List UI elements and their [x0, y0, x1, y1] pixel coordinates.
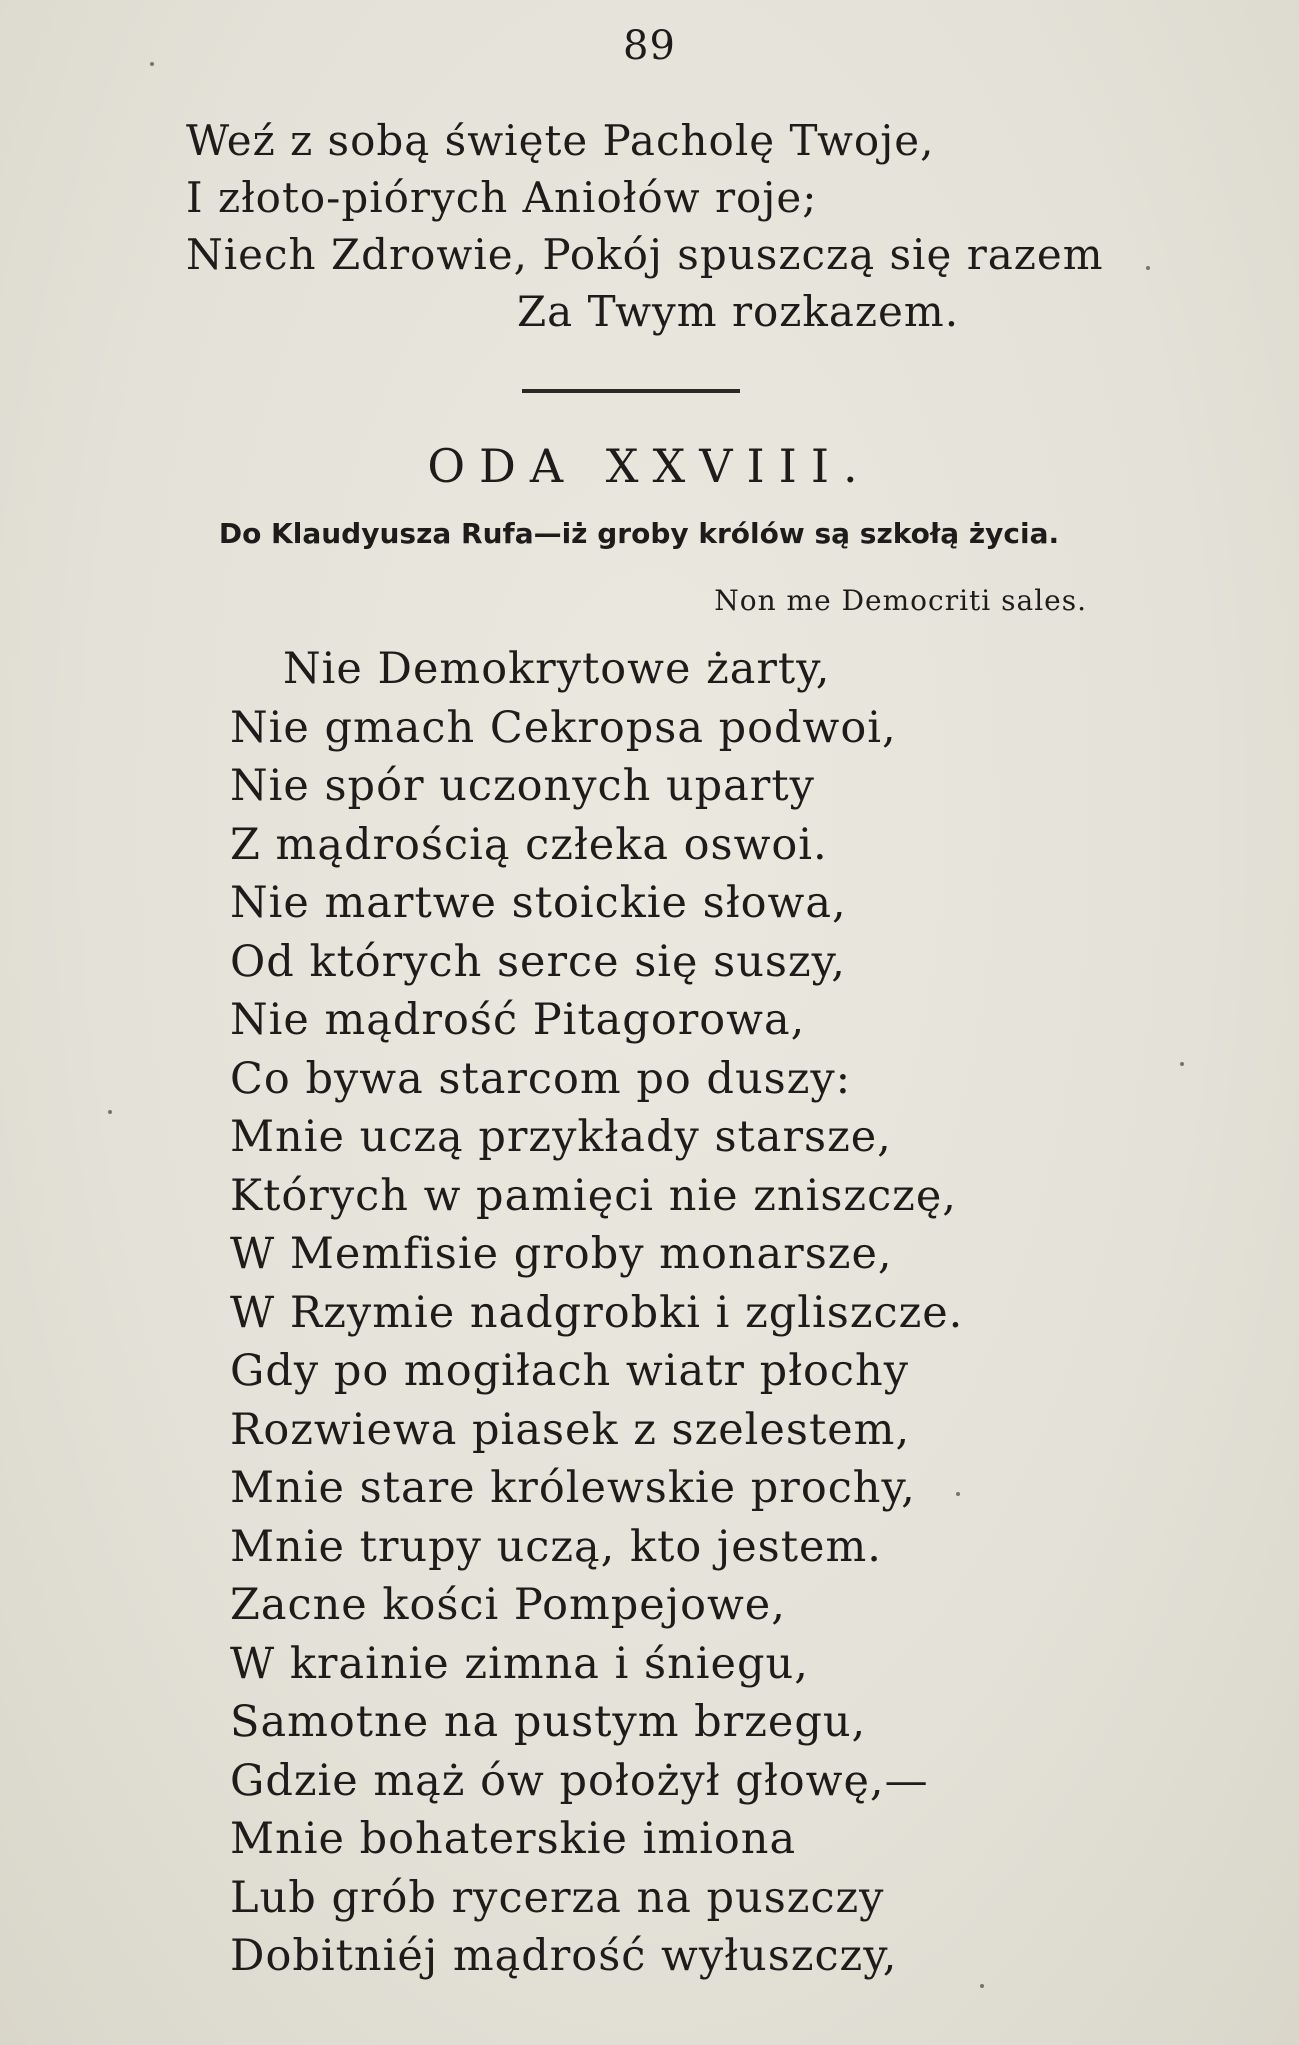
- poem-line: W Memfisie groby monarsze,: [230, 1229, 893, 1279]
- poem-line: Dobitniéj mądrość wyłuszczy,: [230, 1931, 898, 1981]
- poem-line: Nie Demokrytowe żarty,: [283, 644, 831, 694]
- poem-line: Gdy po mogiłach wiatr płochy: [230, 1346, 910, 1396]
- poem-line: Nie spór uczonych uparty: [230, 761, 815, 811]
- poem-line: W krainie zimna i śniegu,: [230, 1638, 809, 1689]
- poem-line: Nie mądrość Pitagorowa,: [230, 995, 806, 1045]
- poem-line: Mnie bohaterskie imiona: [230, 1814, 797, 1864]
- stanza-line: Weź z sobą święte Pacholę Twoje,: [186, 116, 935, 165]
- poem-line: Nie martwe stoickie słowa,: [230, 878, 847, 928]
- ode-epigraph: Non me Democriti sales.: [714, 584, 1087, 617]
- paper-speck: [980, 1984, 984, 1988]
- paper-speck: [1146, 266, 1150, 270]
- ode-subtitle: Do Klaudyusza Rufa—iż groby królów są szkołą życia.: [218, 517, 1060, 550]
- poem-line: Z mądrością człeka oswoi.: [230, 819, 828, 870]
- section-divider: [522, 389, 740, 393]
- poem-line: Nie gmach Cekropsa podwoi,: [230, 702, 897, 753]
- poem-line: Lub grób rycerza na puszczy: [230, 1872, 885, 1923]
- stanza-line: I złoto-piórych Aniołów roje;: [186, 173, 818, 222]
- poem-line: Rozwiewa piasek z szelestem,: [230, 1404, 911, 1455]
- paper-speck: [956, 1492, 960, 1496]
- poem-line: Zacne kości Pompejowe,: [230, 1580, 786, 1630]
- ode-title: ODA XXVIII.: [427, 439, 872, 493]
- poem-line: Mnie trupy uczą, kto jestem.: [230, 1521, 882, 1572]
- poem-line: Gdzie mąż ów położył głowę,—: [230, 1755, 929, 1806]
- poem-line: Od których serce się suszy,: [230, 936, 846, 987]
- poem-line: W Rzymie nadgrobki i zgliszcze.: [230, 1287, 964, 1338]
- paper-speck: [150, 62, 154, 66]
- poem-body: [230, 640, 1183, 1986]
- poem-line: Mnie uczą przykłady starsze,: [230, 1112, 892, 1162]
- poem-line: Samotne na pustym brzegu,: [230, 1697, 867, 1747]
- stanza-line: Za Twym rozkazem.: [517, 287, 960, 336]
- stanza-line: Niech Zdrowie, Pokój spuszczą się razem: [186, 230, 1104, 279]
- previous-stanza: [186, 112, 1146, 340]
- page-number: 89: [623, 23, 676, 69]
- paper-speck: [1180, 1062, 1184, 1066]
- paper-speck: [108, 1110, 112, 1114]
- poem-line: Których w pamięci nie zniszczę,: [230, 1170, 957, 1221]
- poem-line: Mnie stare królewskie prochy,: [230, 1463, 916, 1513]
- poem-line: Co bywa starcom po duszy:: [230, 1053, 852, 1104]
